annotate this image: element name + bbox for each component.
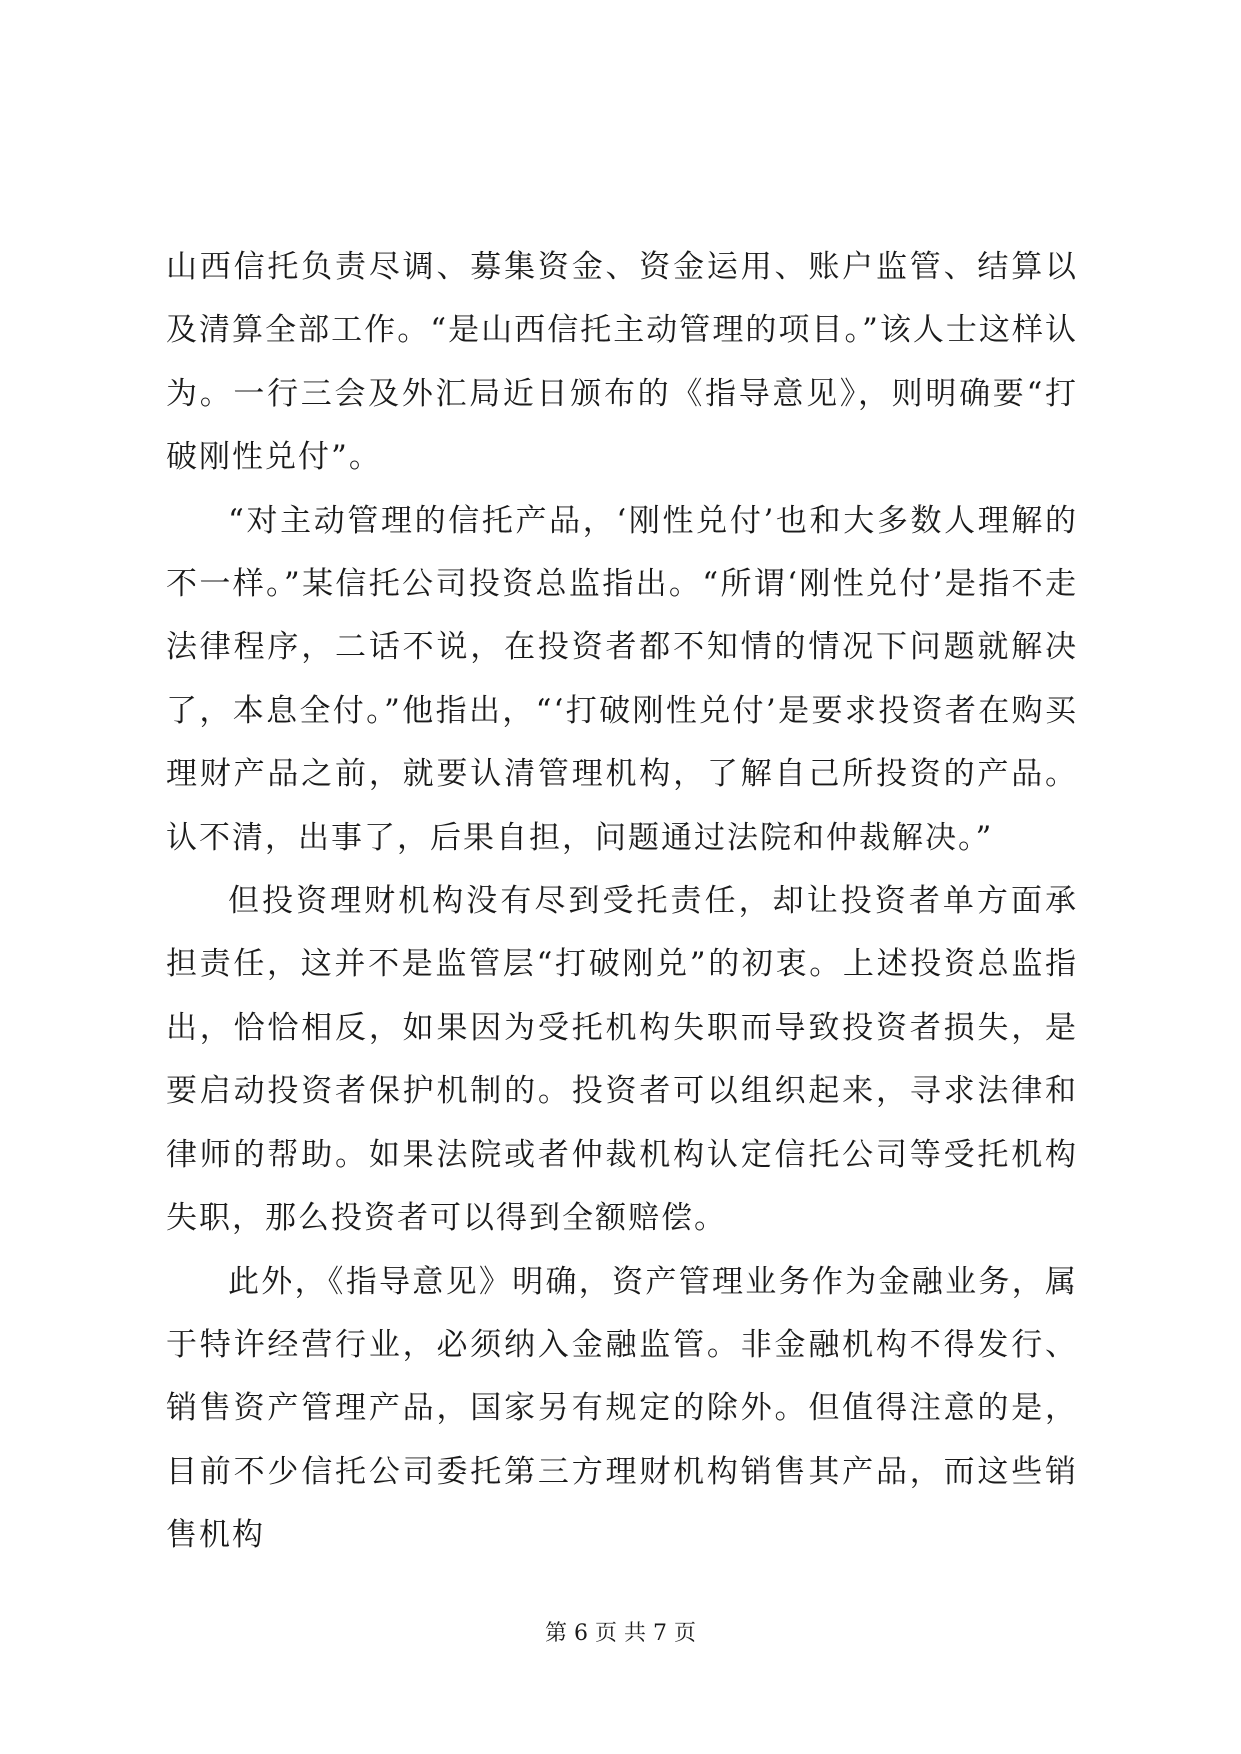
paragraph-4: 此外，《指导意见》明确，资产管理业务作为金融业务，属于特许经营行业，必须纳入金融监管。非金融机构不得发行、销售资产管理产品，国家另有规定的除外。但值得注意的是，目前不少信托公司委托第三方理财机构销售其产品，而这些销售机构 bbox=[166, 1263, 1078, 1554]
page-footer bbox=[0, 1616, 1241, 1647]
paragraph-2: “对主动管理的信托产品，‘刚性兑付’也和大多数人理解的不一样。”某信托公司投资总监指出。“所谓‘刚性兑付’是指不走法律程序，二话不说，在投资者都不知情的情况下问题就解决了，本息全付。”他指出，“‘打破刚性兑付’是要求投资者在购买理财产品之前，就要认清管理机构，了解自己所投资的产品。认不清，出事了，后果自担，问题通过法院和仲裁解决。” bbox=[166, 502, 1078, 856]
paragraph-3: 但投资理财机构没有尽到受托责任，却让投资者单方面承担责任，这并不是监管层“打破刚兑”的初衷。上述投资总监指出，恰恰相反，如果因为受托机构失职而导致投资者损失，是要启动投资者保护机制的。投资者可以组织起来，寻求法律和律师的帮助。如果法院或者仲裁机构认定信托公司等受托机构失职，那么投资者可以得到全额赔偿。 bbox=[166, 883, 1078, 1237]
paragraph-1: 山西信托负责尽调、募集资金、资金运用、账户监管、结算以及清算全部工作。“是山西信托主动管理的项目。”该人士这样认为。一行三会及外汇局近日颁布的《指导意见》，则明确要“打破刚性兑付”。 bbox=[166, 249, 1078, 476]
page-number: 第 6 页 共 7 页 bbox=[545, 1621, 696, 1646]
body-text bbox=[166, 236, 1078, 1568]
